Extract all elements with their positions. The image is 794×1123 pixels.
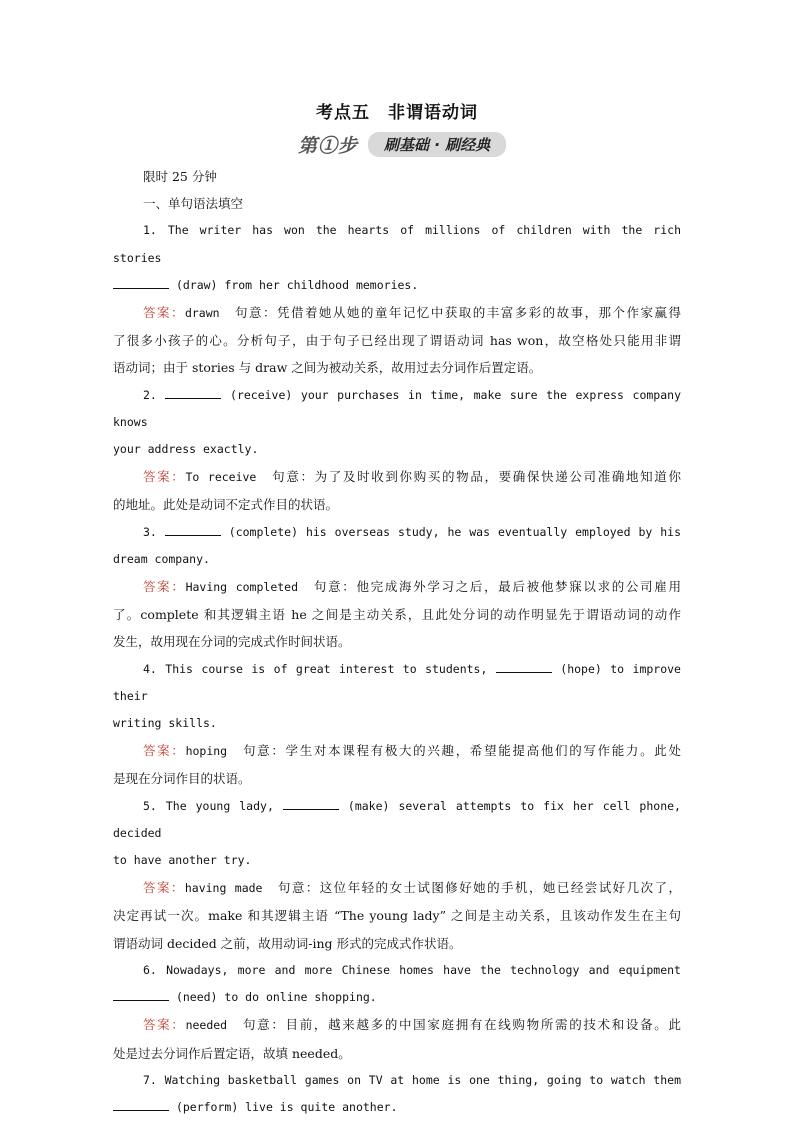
- answer-2-line-1: 答案：To receive 句意：为了及时收到你购买的物品，要确保快递公司准确地知道你: [143, 469, 681, 485]
- question-1-line-2: (draw) from her childhood memories.: [113, 272, 681, 299]
- answer-blank[interactable]: [113, 1096, 169, 1111]
- question-2-line-1: 2. (receive) your purchases in time, make sure the express company knows: [113, 382, 681, 436]
- question-3-line-1: 3. (complete) his overseas study, he was eventually employed by his: [113, 519, 681, 546]
- section-heading: 一、单句语法填空: [143, 196, 244, 212]
- answer-1-line-1: 答案：drawn 句意：凭借着她从她的童年记忆中获取的丰富多彩的故事，那个作家赢得: [143, 305, 681, 321]
- question-5-line-2: to have another try.: [113, 853, 252, 868]
- answer-label: 答案：: [143, 305, 185, 321]
- answer-6-line-2: 处是过去分词作后置定语，故填 needed。: [113, 1045, 351, 1061]
- answer-3-line-2: 了。complete 和其逻辑主语 he 之间是主动关系，且此处分词的动作明显先于谓语动词的动作: [113, 607, 681, 623]
- question-7-line-2: (perform) live is quite another.: [113, 1094, 681, 1121]
- answer-4-line-1: 答案：hoping 句意：学生对本课程有极大的兴趣，希望能提高他们的写作能力。此处: [143, 743, 681, 759]
- answer-2-line-2: 的地址。此处是动词不定式作目的状语。: [113, 497, 339, 513]
- answer-blank[interactable]: [113, 274, 169, 289]
- answer-3-line-3: 发生，故用现在分词的完成式作时间状语。: [113, 634, 351, 650]
- question-7-line-1: 7. Watching basketball games on TV at home is one thing, going to watch them: [143, 1072, 681, 1087]
- answer-6-line-1: 答案：needed 句意：目前，越来越多的中国家庭拥有在线购物所需的技术和设备。此: [143, 1017, 681, 1033]
- time-limit: 限时 25 分钟: [143, 169, 217, 184]
- page-title: 考点五 非谓语动词: [316, 103, 478, 123]
- answer-label: 答案：: [143, 469, 186, 485]
- exercise-content: [113, 163, 681, 1121]
- question-6-line-1: 6. Nowadays, more and more Chinese homes have the technology and equipment: [143, 962, 681, 977]
- answer-1-line-3: 语动词；由于 stories 与 draw 之间为被动关系，故用过去分词作后置定语。: [113, 360, 542, 376]
- question-5-line-1: 5. The young lady, (make) several attempts to fix her cell phone, decided: [113, 793, 681, 847]
- step-label: 第①步: [298, 134, 359, 157]
- answer-5-line-3: 谓语动词 decided 之前，故用动词-ing 形式的完成式作状语。: [113, 935, 462, 951]
- answer-5-line-1: 答案：having made 句意：这位年轻的女士试图修好她的手机，她已经尝试好几次了，: [143, 880, 681, 896]
- answer-label: 答案：: [143, 579, 186, 595]
- question-4-line-1: 4. This course is of great interest to students, (hope) to improve their: [113, 656, 681, 710]
- answer-blank[interactable]: [283, 795, 339, 810]
- answer-label: 答案：: [143, 743, 186, 759]
- question-6-line-2: (need) to do online shopping.: [113, 984, 681, 1011]
- answer-1-line-2: 了很多小孩子的心。分析句子，由于句子已经出现了谓语动词 has won，故空格处只能用非谓: [113, 333, 681, 349]
- step-banner: [298, 131, 506, 157]
- question-3-line-2: dream company.: [113, 551, 210, 566]
- answer-5-line-2: 决定再试一次。make 和其逻辑主语 “The young lady” 之间是主动关系，且该动作发生在主句: [113, 908, 681, 924]
- answer-label: 答案：: [143, 1017, 186, 1033]
- answer-blank[interactable]: [113, 986, 169, 1001]
- step-pill: 刷基础 · 刷经典: [368, 132, 506, 157]
- answer-3-line-1: 答案：Having completed 句意：他完成海外学习之后，最后被他梦寐以求的公司雇用: [143, 579, 681, 595]
- answer-label: 答案：: [143, 880, 185, 896]
- answer-blank[interactable]: [165, 521, 221, 536]
- question-2-line-2: your address exactly.: [113, 442, 259, 457]
- question-1-line-1: 1. The writer has won the hearts of millions of children with the rich stories: [113, 223, 681, 265]
- answer-blank[interactable]: [496, 658, 552, 673]
- answer-blank[interactable]: [165, 384, 221, 399]
- answer-4-line-2: 是现在分词作目的状语。: [113, 771, 251, 787]
- question-4-line-2: writing skills.: [113, 716, 217, 731]
